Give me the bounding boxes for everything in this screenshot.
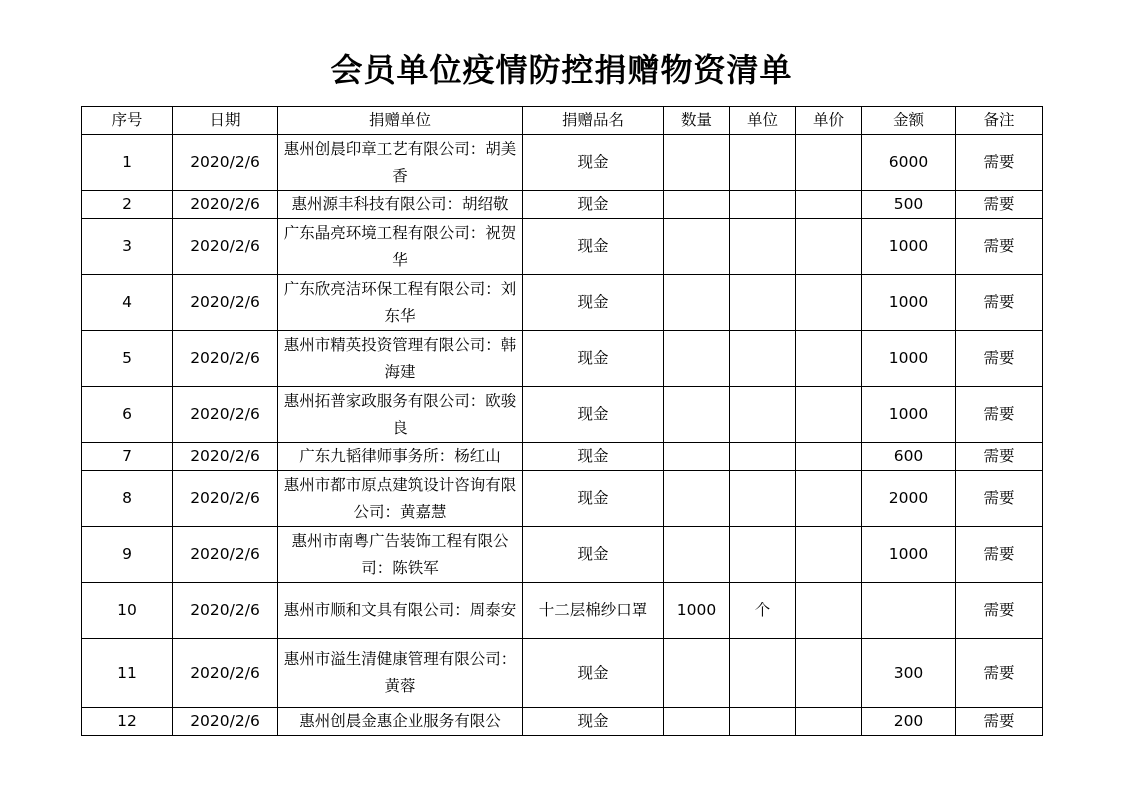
cell-donor: 惠州创晨金惠企业服务有限公 <box>278 708 523 736</box>
cell-unit <box>730 471 796 527</box>
cell-no: 4 <box>82 275 173 331</box>
table-row <box>82 443 1043 471</box>
column-header-no: 序号 <box>82 107 173 135</box>
cell-date: 2020/2/6 <box>173 583 278 639</box>
cell-unit <box>730 275 796 331</box>
cell-amount: 1000 <box>862 275 956 331</box>
cell-no: 2 <box>82 191 173 219</box>
cell-amount: 1000 <box>862 331 956 387</box>
cell-date: 2020/2/6 <box>173 219 278 275</box>
cell-quantity <box>664 219 730 275</box>
cell-quantity: 1000 <box>664 583 730 639</box>
table-row <box>82 135 1043 191</box>
cell-quantity <box>664 387 730 443</box>
cell-item: 现金 <box>523 191 664 219</box>
cell-quantity <box>664 527 730 583</box>
cell-item: 现金 <box>523 471 664 527</box>
cell-unit <box>730 708 796 736</box>
cell-quantity <box>664 275 730 331</box>
table-row <box>82 191 1043 219</box>
cell-no: 8 <box>82 471 173 527</box>
cell-no: 1 <box>82 135 173 191</box>
cell-donor: 惠州市顺和文具有限公司：周泰安 <box>278 583 523 639</box>
column-header-note: 备注 <box>956 107 1043 135</box>
cell-amount: 500 <box>862 191 956 219</box>
cell-date: 2020/2/6 <box>173 191 278 219</box>
cell-donor: 惠州拓普家政服务有限公司：欧骏良 <box>278 387 523 443</box>
cell-date: 2020/2/6 <box>173 708 278 736</box>
donation-table <box>81 106 1043 736</box>
table-row <box>82 387 1043 443</box>
cell-quantity <box>664 708 730 736</box>
cell-quantity <box>664 331 730 387</box>
page-title: 会员单位疫情防控捐赠物资清单 <box>330 51 793 89</box>
cell-quantity <box>664 471 730 527</box>
cell-quantity <box>664 639 730 708</box>
cell-price <box>796 639 862 708</box>
cell-note: 需要 <box>956 191 1043 219</box>
cell-unit <box>730 387 796 443</box>
cell-unit <box>730 639 796 708</box>
cell-quantity <box>664 443 730 471</box>
cell-date: 2020/2/6 <box>173 331 278 387</box>
cell-item: 现金 <box>523 219 664 275</box>
cell-date: 2020/2/6 <box>173 387 278 443</box>
cell-price <box>796 471 862 527</box>
cell-no: 11 <box>82 639 173 708</box>
cell-unit: 个 <box>730 583 796 639</box>
cell-note: 需要 <box>956 527 1043 583</box>
cell-amount: 600 <box>862 443 956 471</box>
cell-donor: 惠州市溢生清健康管理有限公司：黄蓉 <box>278 639 523 708</box>
cell-item: 现金 <box>523 387 664 443</box>
cell-date: 2020/2/6 <box>173 135 278 191</box>
cell-item: 现金 <box>523 135 664 191</box>
cell-price <box>796 191 862 219</box>
cell-note: 需要 <box>956 443 1043 471</box>
cell-no: 7 <box>82 443 173 471</box>
cell-unit <box>730 443 796 471</box>
cell-donor: 广东晶亮环境工程有限公司：祝贺华 <box>278 219 523 275</box>
table-row <box>82 527 1043 583</box>
cell-note: 需要 <box>956 275 1043 331</box>
cell-amount: 1000 <box>862 527 956 583</box>
cell-amount: 300 <box>862 639 956 708</box>
cell-donor: 广东九韬律师事务所：杨红山 <box>278 443 523 471</box>
table-row <box>82 331 1043 387</box>
cell-item: 现金 <box>523 331 664 387</box>
cell-no: 5 <box>82 331 173 387</box>
cell-price <box>796 331 862 387</box>
cell-date: 2020/2/6 <box>173 471 278 527</box>
table-row <box>82 275 1043 331</box>
cell-note: 需要 <box>956 708 1043 736</box>
cell-price <box>796 583 862 639</box>
cell-unit <box>730 219 796 275</box>
cell-amount: 1000 <box>862 387 956 443</box>
header-row <box>82 107 1043 135</box>
cell-unit <box>730 135 796 191</box>
cell-unit <box>730 527 796 583</box>
column-header-donor: 捐赠单位 <box>278 107 523 135</box>
cell-amount: 2000 <box>862 471 956 527</box>
cell-note: 需要 <box>956 219 1043 275</box>
cell-price <box>796 708 862 736</box>
table-row <box>82 219 1043 275</box>
column-header-date: 日期 <box>173 107 278 135</box>
cell-donor: 广东欣亮洁环保工程有限公司：刘东华 <box>278 275 523 331</box>
cell-date: 2020/2/6 <box>173 275 278 331</box>
cell-no: 6 <box>82 387 173 443</box>
cell-no: 3 <box>82 219 173 275</box>
cell-note: 需要 <box>956 135 1043 191</box>
cell-donor: 惠州创晨印章工艺有限公司：胡美香 <box>278 135 523 191</box>
cell-item: 现金 <box>523 443 664 471</box>
cell-date: 2020/2/6 <box>173 443 278 471</box>
column-header-item: 捐赠品名 <box>523 107 664 135</box>
cell-donor: 惠州源丰科技有限公司：胡绍敬 <box>278 191 523 219</box>
column-header-price: 单价 <box>796 107 862 135</box>
cell-quantity <box>664 191 730 219</box>
cell-item: 现金 <box>523 275 664 331</box>
cell-item: 现金 <box>523 708 664 736</box>
table-row <box>82 471 1043 527</box>
cell-quantity <box>664 135 730 191</box>
cell-price <box>796 527 862 583</box>
cell-unit <box>730 191 796 219</box>
cell-item: 十二层棉纱口罩 <box>523 583 664 639</box>
table-row <box>82 583 1043 639</box>
cell-amount: 1000 <box>862 219 956 275</box>
column-header-amount: 金额 <box>862 107 956 135</box>
cell-date: 2020/2/6 <box>173 527 278 583</box>
cell-donor: 惠州市南粤广告装饰工程有限公司：陈铁军 <box>278 527 523 583</box>
cell-price <box>796 219 862 275</box>
cell-no: 9 <box>82 527 173 583</box>
column-header-unit: 单位 <box>730 107 796 135</box>
cell-amount <box>862 583 956 639</box>
cell-note: 需要 <box>956 331 1043 387</box>
cell-amount: 200 <box>862 708 956 736</box>
cell-amount: 6000 <box>862 135 956 191</box>
cell-note: 需要 <box>956 471 1043 527</box>
cell-price <box>796 275 862 331</box>
cell-date: 2020/2/6 <box>173 639 278 708</box>
cell-note: 需要 <box>956 583 1043 639</box>
cell-donor: 惠州市都市原点建筑设计咨询有限公司：黄嘉慧 <box>278 471 523 527</box>
cell-item: 现金 <box>523 639 664 708</box>
cell-note: 需要 <box>956 639 1043 708</box>
cell-price <box>796 135 862 191</box>
cell-price <box>796 443 862 471</box>
column-header-quantity: 数量 <box>664 107 730 135</box>
cell-item: 现金 <box>523 527 664 583</box>
table-row <box>82 639 1043 708</box>
cell-price <box>796 387 862 443</box>
table-row <box>82 708 1043 736</box>
cell-no: 10 <box>82 583 173 639</box>
cell-donor: 惠州市精英投资管理有限公司：韩海建 <box>278 331 523 387</box>
cell-no: 12 <box>82 708 173 736</box>
cell-unit <box>730 331 796 387</box>
cell-note: 需要 <box>956 387 1043 443</box>
